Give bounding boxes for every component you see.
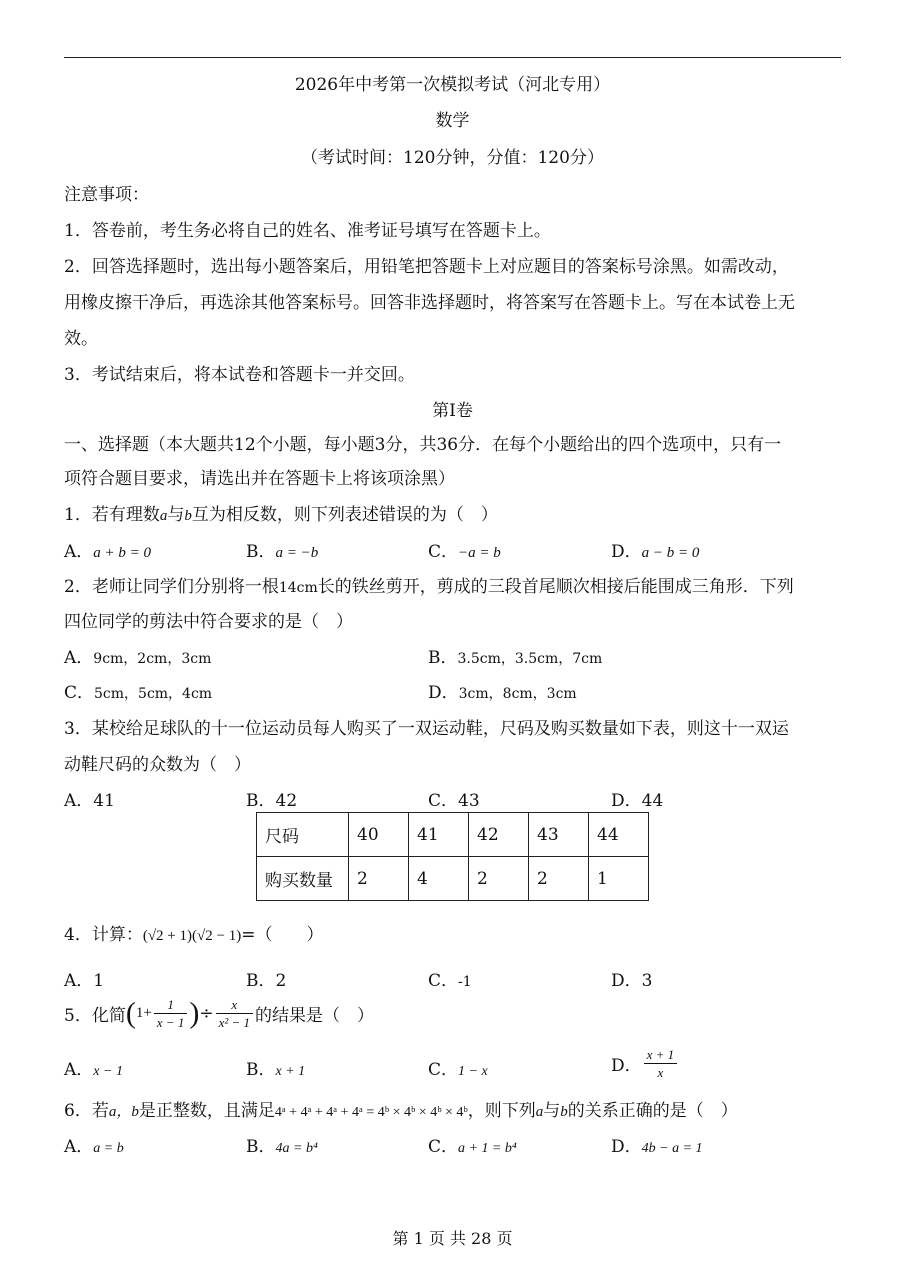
q6-option-c: C．a + 1 = b⁴ <box>428 1137 517 1157</box>
q5-option-b: B．x + 1 <box>246 1060 306 1080</box>
shoe-size-table <box>256 812 649 901</box>
notice-item-2-end: 效。 <box>64 329 98 349</box>
table-cell: 42 <box>469 813 529 857</box>
table-cell: 1 <box>589 857 649 901</box>
q4-option-b: B．2 <box>246 971 287 991</box>
q2-option-d: D．3cm，8cm，3cm <box>428 683 577 703</box>
table-cell: 44 <box>589 813 649 857</box>
q5-option-d: D． $\frac{x + 1}{x}$ <box>611 1046 679 1081</box>
table-cell: 4 <box>409 857 469 901</box>
q2-option-b: B．3.5cm，3.5cm，7cm <box>428 648 603 668</box>
q1-option-a: A．a + b = 0 <box>64 542 152 562</box>
subject-title: 数学 <box>435 111 470 131</box>
notice-item-1: 1．答卷前，考生务必将自己的姓名、准考证号填写在答题卡上。 <box>64 221 551 241</box>
q1-option-b: B．a = −b <box>246 542 319 562</box>
q2-option-a: A．9cm，2cm，3cm <box>64 648 212 668</box>
q4-option-c: C．-1 <box>428 971 472 991</box>
fraction: $\frac{x + 1}{x}$ <box>644 1046 678 1081</box>
volume-title: 第Ⅰ卷 <box>432 401 473 421</box>
question-3-stem: 3．某校给足球队的十一位运动员每人购买了一双运动鞋，尺码及购买数量如下表，则这十一双运 <box>64 719 789 739</box>
question-4-stem: 4．计算：(√2 + 1)(√2 − 1)=（ ） <box>64 925 324 945</box>
table-header-count: 购买数量 <box>257 857 349 901</box>
q4-option-d: D．3 <box>611 971 653 991</box>
question-2-stem-cont: 四位同学的剪法中符合要求的是（ ） <box>64 612 353 632</box>
q3-option-b: B．42 <box>246 791 298 811</box>
q3-option-a: A．41 <box>64 791 115 811</box>
exam-info: （考试时间：120分钟，分值：120分） <box>301 148 604 168</box>
q3-option-d: D．44 <box>611 791 664 811</box>
q6-option-a: A．a = b <box>64 1137 124 1157</box>
question-6-stem: 6．若a，b是正整数，且满足4ᵃ + 4ᵃ + 4ᵃ + 4ᵃ = 4ᵇ × 4ᵇ × 4ᵇ × 4ᵇ，则下列a与b的关系正确的是（ ） <box>64 1101 738 1121</box>
question-1-stem: 1．若有理数a与b互为相反数，则下列表述错误的为（ ） <box>64 505 498 525</box>
exam-title: 2026年中考第一次模拟考试（河北专用） <box>294 75 611 95</box>
fraction: $\frac{x}{\text{x² − 1}}$ <box>216 996 253 1031</box>
section-desc-1: 一、选择题（本大题共12个小题，每小题3分，共36分．在每个小题给出的四个选项中，只有一 <box>64 435 782 455</box>
q1-option-c: C．−a = b <box>428 542 501 562</box>
table-row <box>257 857 649 901</box>
table-row <box>257 813 649 857</box>
table-cell: 41 <box>409 813 469 857</box>
q3-option-c: C．43 <box>428 791 480 811</box>
q2-option-c: C．5cm，5cm，4cm <box>64 683 213 703</box>
section-desc-2: 项符合题目要求，请选出并在答题卡上将该项涂黑） <box>64 469 455 489</box>
q5-option-c: C．1 − x <box>428 1060 488 1080</box>
q1-option-d: D．a − b = 0 <box>611 542 700 562</box>
notice-heading: 注意事项： <box>64 185 149 205</box>
q5-option-a: A．x − 1 <box>64 1060 123 1080</box>
table-cell: 40 <box>349 813 409 857</box>
table-cell: 2 <box>469 857 529 901</box>
question-5-stem: 5．化简(1+ $\frac{1}{x - 1}$ )÷ $\frac{x}{\text{x² − 1}}$ 的结果是（ ） <box>64 996 375 1030</box>
notice-item-2-cont: 用橡皮擦干净后，再选涂其他答案标号。回答非选择题时，将答案写在答题卡上。写在本试卷上无 <box>64 293 795 313</box>
question-3-stem-cont: 动鞋尺码的众数为（ ） <box>64 755 251 775</box>
page-footer: 第 1 页 共 28 页 <box>392 1229 513 1248</box>
question-2-stem: 2．老师让同学们分别将一根14cm长的铁丝剪开，剪成的三段首尾顺次相接后能围成三角形．下列 <box>64 577 794 597</box>
table-cell: 43 <box>529 813 589 857</box>
table-cell: 2 <box>529 857 589 901</box>
q6-option-d: D．4b − a = 1 <box>611 1137 703 1157</box>
notice-item-3: 3．考试结束后，将本试卷和答题卡一并交回。 <box>64 365 415 385</box>
table-cell: 2 <box>349 857 409 901</box>
q6-option-b: B．4a = b⁴ <box>246 1137 318 1157</box>
fraction: $\frac{1}{x - 1}$ <box>154 996 188 1031</box>
notice-item-2: 2．回答选择题时，选出每小题答案后，用铅笔把答题卡上对应题目的答案标号涂黑。如需改动， <box>64 257 789 277</box>
q4-option-a: A．1 <box>64 971 105 991</box>
table-header-size: 尺码 <box>257 813 349 857</box>
header-rule <box>64 57 841 58</box>
